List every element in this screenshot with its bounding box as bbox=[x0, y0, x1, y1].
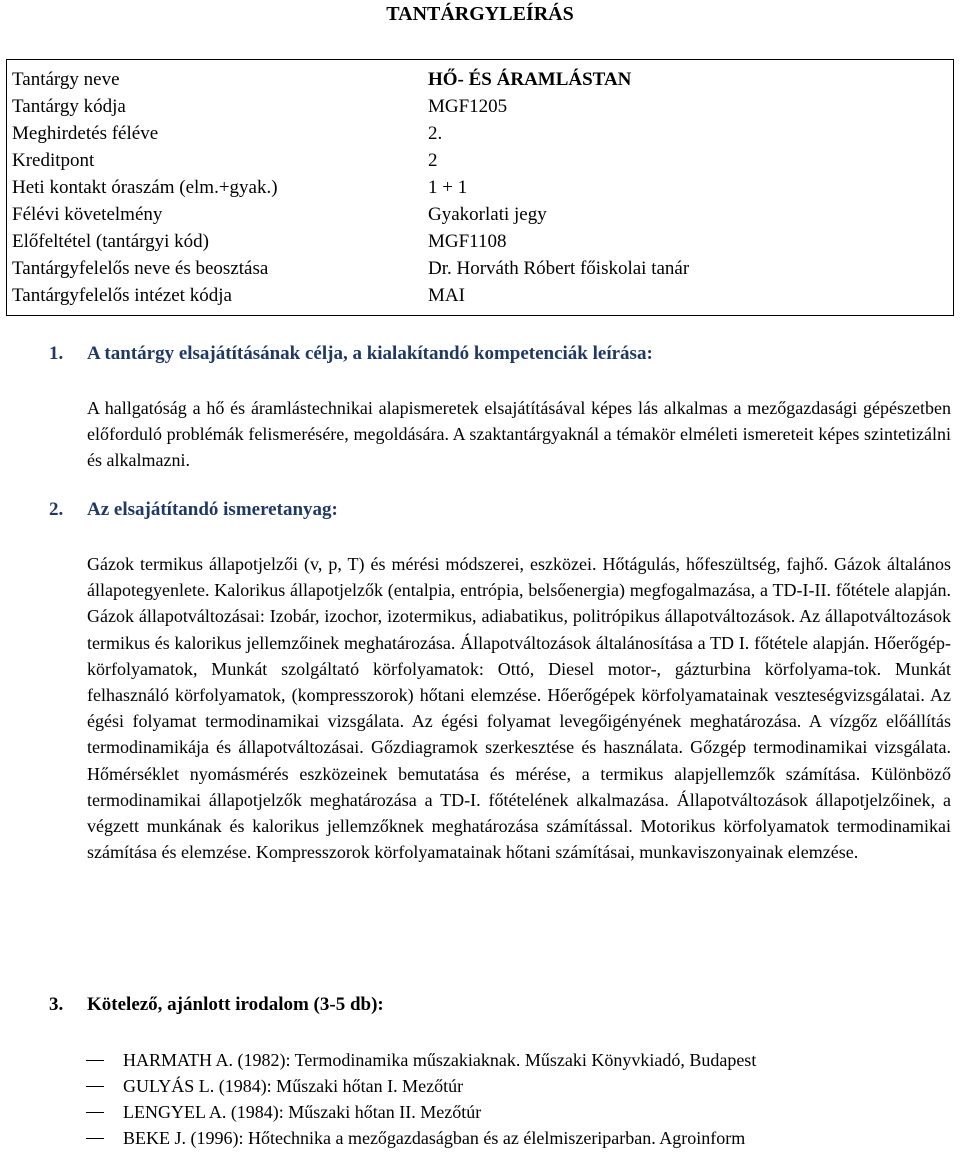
info-label: Előfeltétel (tantárgyi kód) bbox=[12, 231, 209, 252]
info-value-course-name: HŐ- ÉS ÁRAMLÁSTAN bbox=[428, 69, 632, 90]
info-label: Kreditpont bbox=[12, 150, 95, 171]
section-number: 1. bbox=[49, 343, 64, 364]
course-info-table bbox=[6, 59, 954, 316]
info-value: Dr. Horváth Róbert főiskolai tanár bbox=[428, 258, 690, 279]
section-1-text: A hallgatóság a hő és áramlástechnikai alapismeretek elsajátításával képes lás alkalmas a mezőgazdasági gépészetben előforduló problémák felismerésére, megoldására. A szaktantárgyaknál a témakör elméleti ismereteit képes szintetizálni és alkalmazni. bbox=[87, 398, 951, 471]
section-3-heading bbox=[49, 994, 949, 1020]
list-item bbox=[86, 1099, 956, 1125]
literature-list bbox=[86, 1047, 956, 1151]
literature-entry: HARMATH A. (1982): Termodinamika műszakiaknak. Műszaki Könyvkiadó, Budapest bbox=[123, 1050, 757, 1070]
section-number: 3. bbox=[49, 994, 64, 1015]
literature-entry: LENGYEL A. (1984): Műszaki hőtan II. Mezőtúr bbox=[123, 1102, 482, 1122]
info-value: MGF1205 bbox=[428, 96, 508, 117]
info-value: Gyakorlati jegy bbox=[428, 204, 547, 225]
list-item bbox=[86, 1125, 956, 1151]
literature-entry: BEKE J. (1996): Hőtechnika a mezőgazdaságban és az élelmiszeriparban. Agroinform bbox=[123, 1128, 746, 1148]
info-label: Félévi követelmény bbox=[12, 204, 163, 225]
document-title: TANTÁRGYLEÍRÁS bbox=[386, 3, 574, 25]
section-1-heading bbox=[49, 343, 949, 369]
section-number: 2. bbox=[49, 499, 64, 520]
info-value: 1 + 1 bbox=[428, 177, 468, 198]
info-label: Tantárgyfelelős intézet kódja bbox=[12, 285, 232, 306]
dash-bullet-icon bbox=[86, 1060, 104, 1061]
literature-entry: GULYÁS L. (1984): Műszaki hőtan I. Mezőtúr bbox=[123, 1076, 464, 1096]
section-title: A tantárgy elsajátításának célja, a kialakítandó kompetenciák leírása: bbox=[87, 343, 653, 364]
section-2-text: Gázok termikus állapotjelzői (v, p, T) és mérési módszerei, eszközei. Hőtágulás, hőfeszültség, fajhő. Gázok általános állapotegyenlete. Kalorikus állapotjelzők (entalpia, entrópia, belsőenergia) megfogalmazása, a TD-I-II. főtétele alapján. Gázok állapotváltozásai: Izobár, izochor, izotermikus, adiabatikus, politrópikus állapotváltozások. Az állapotváltozások termikus és kalorikus jellemzőinek meghatározása. Állapotváltozások általánosítása a TD I. főtétele alapján. Hőerőgép-körfolyamatok, Munkát szolgáltató körfolyamatok: Ottó, Diesel motor-, gázturbina körfolyama-tok. Munkát felhasználó körfolyamatok, (kompresszorok) hőtani elemzése. Hőerőgépek körfolyamatainak veszteségvizsgálatai. Az égési folyamat termodinamikai vizsgálata. Az égési folyamat levegőigényének meghatározása. A vízgőz előállítás termodinamikája és állapotváltozásai. Gőzdiagramok szerkesztése és használata. Gőzgép termodinamikai vizsgálata. Hőmérséklet nyomásmérés eszközeinek bemutatása és mérése, a termikus alapjellemzők számítása. Különböző termodinamikai állapotjelzők meghatározása a TD-I. főtételének alkalmazása. Állapotváltozások állapotjelzőinek, a végzett munkának és kalorikus jellemzőknek meghatározása számítással. Motorikus körfolyamatok termodinamikai számítása és elemzése. Kompresszorok körfolyamatainak hőtani számításai, munkaviszonyainak elemzése. bbox=[87, 554, 951, 863]
dash-bullet-icon bbox=[86, 1086, 104, 1087]
info-label: Heti kontakt óraszám (elm.+gyak.) bbox=[12, 177, 278, 198]
info-label: Tantárgy neve bbox=[12, 69, 120, 90]
info-label: Tantárgyfelelős neve és beosztása bbox=[12, 258, 269, 279]
list-item bbox=[86, 1047, 956, 1073]
section-title: Kötelező, ajánlott irodalom (3-5 db): bbox=[87, 994, 384, 1015]
info-label: Tantárgy kódja bbox=[12, 96, 126, 117]
info-value: MGF1108 bbox=[428, 231, 507, 252]
dash-bullet-icon bbox=[86, 1138, 104, 1139]
list-item bbox=[86, 1073, 956, 1099]
info-value: MAI bbox=[428, 285, 465, 306]
dash-bullet-icon bbox=[86, 1112, 104, 1113]
section-2-heading bbox=[49, 499, 949, 525]
section-title: Az elsajátítandó ismeretanyag: bbox=[87, 499, 338, 520]
info-value: 2 bbox=[428, 150, 438, 171]
info-label: Meghirdetés féléve bbox=[12, 123, 159, 144]
info-value: 2. bbox=[428, 123, 443, 144]
